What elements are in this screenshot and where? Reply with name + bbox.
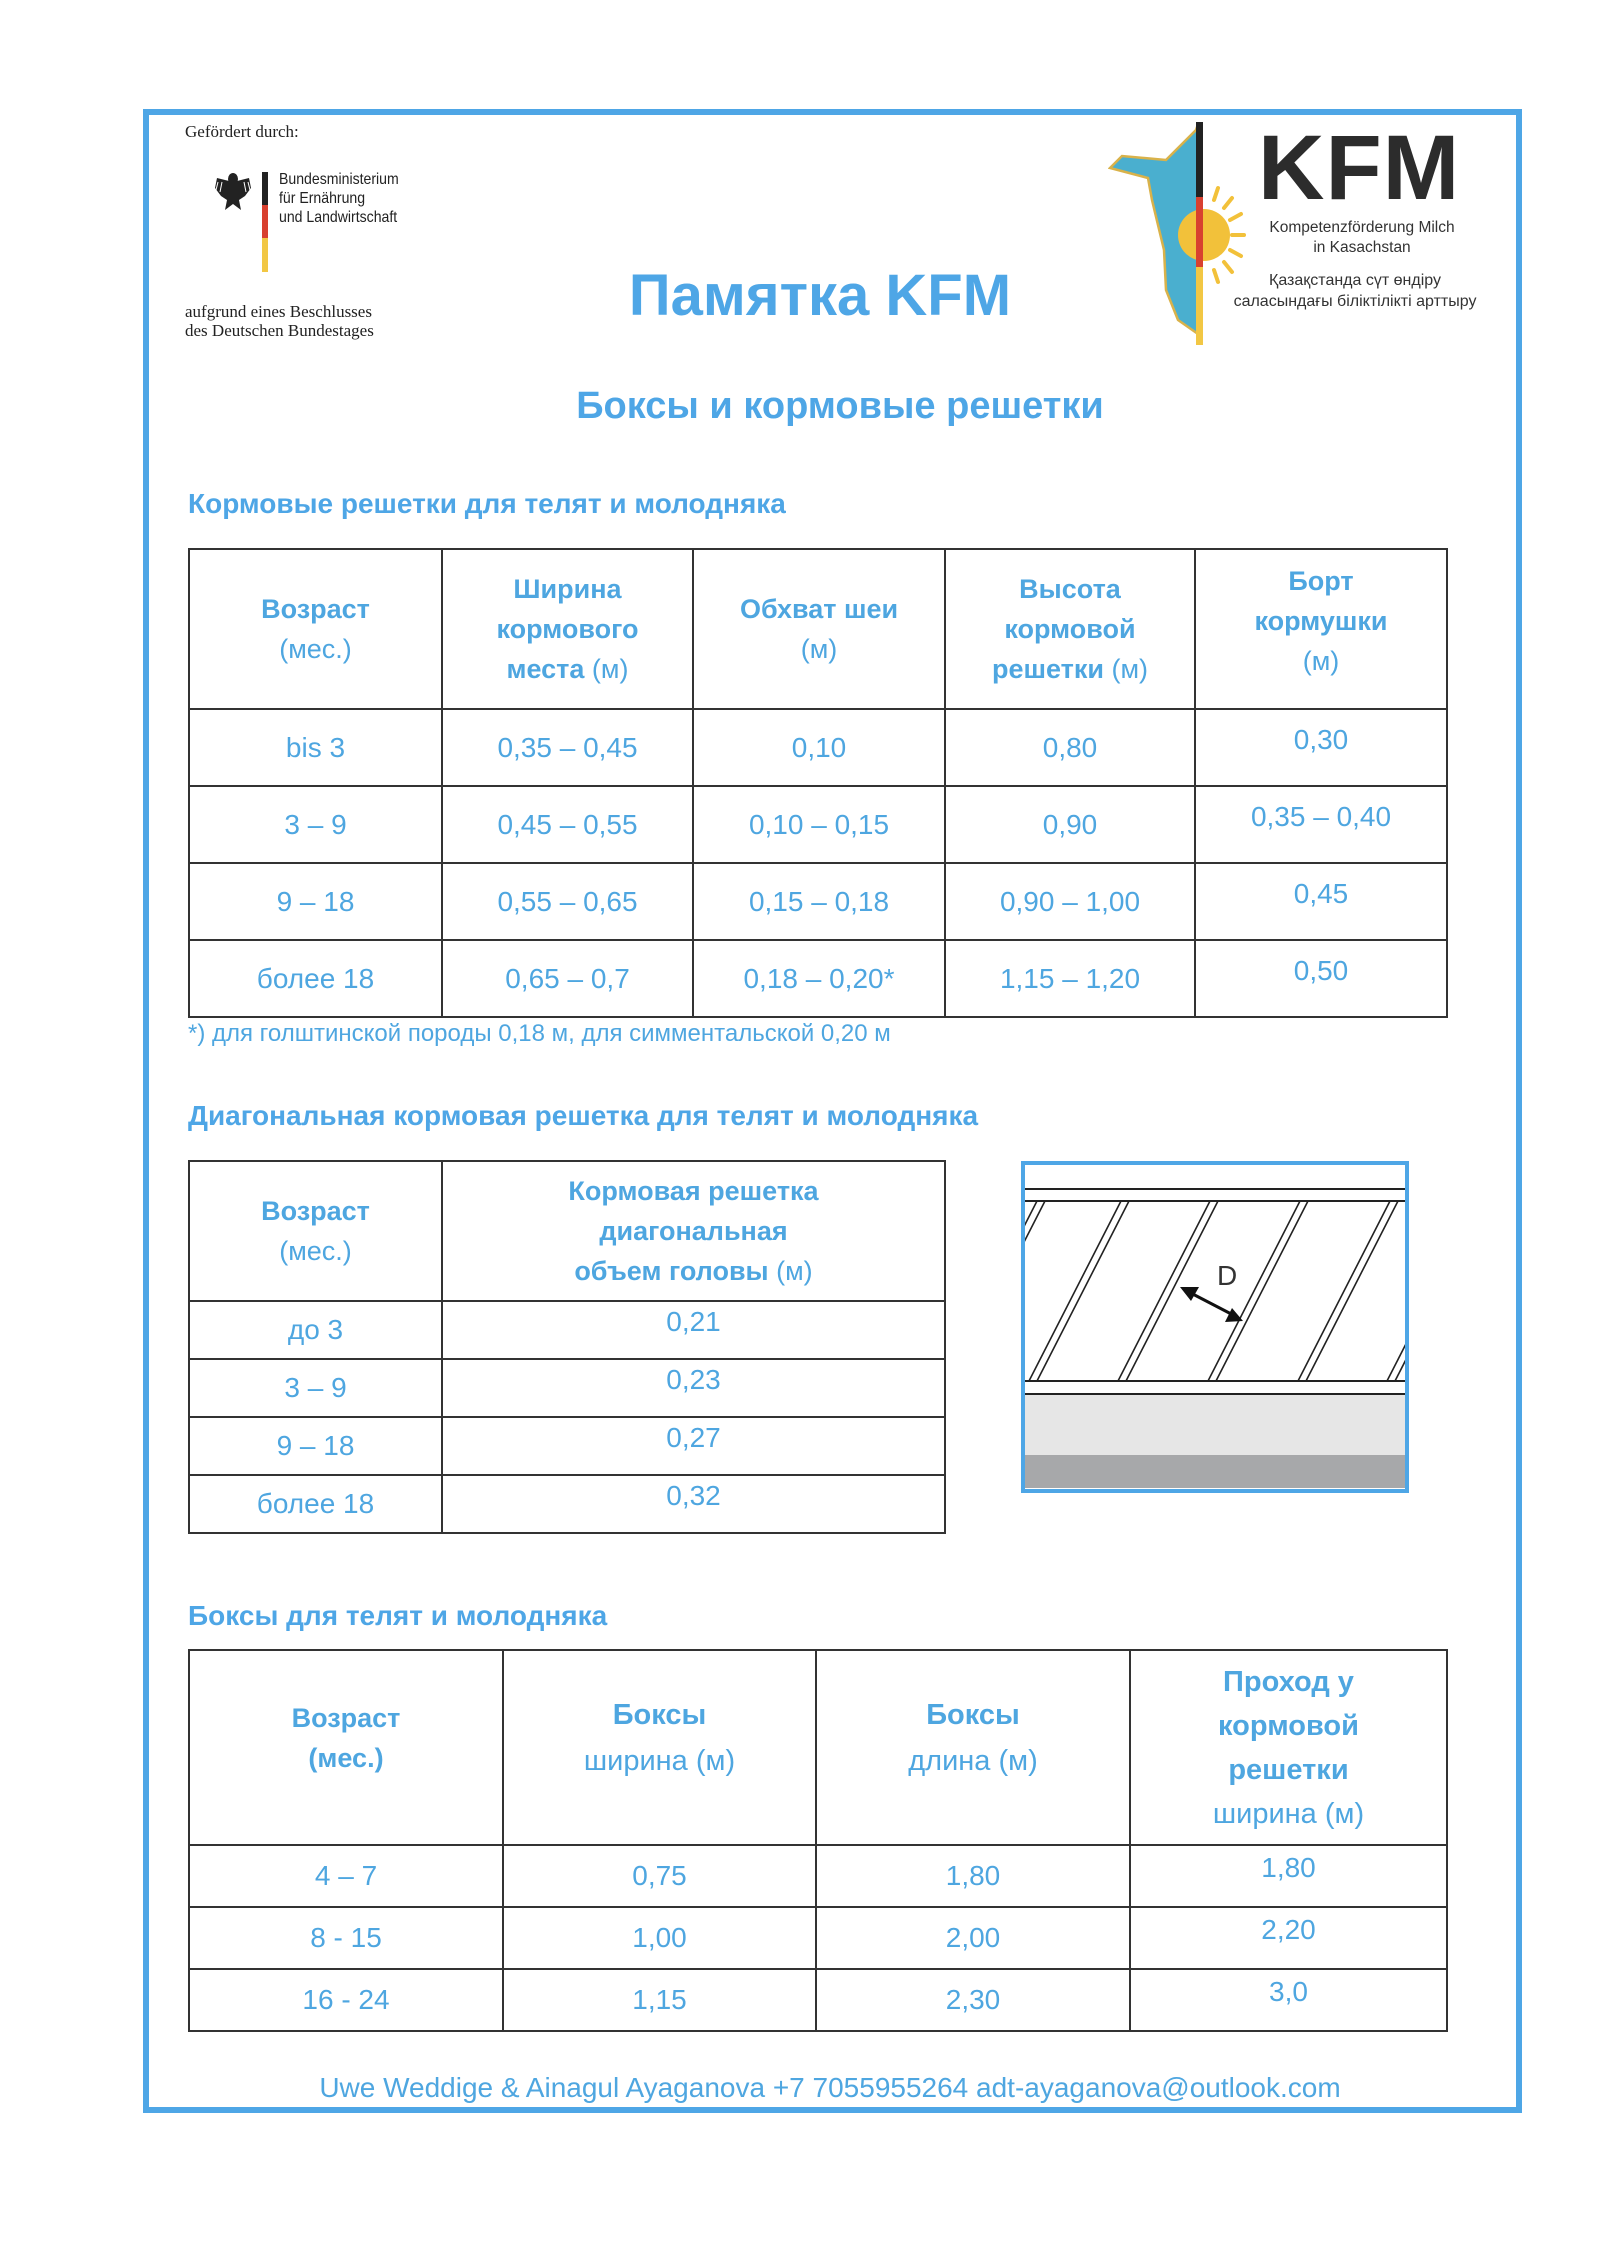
footnote: *) для голштинской породы 0,18 м, для симментальской 0,20 м xyxy=(188,1020,891,1047)
table-header-row xyxy=(189,1650,1447,1845)
ministry-name: Bundesministerium für Ernährung und Landwirtschaft xyxy=(279,171,399,226)
table-row: 3 – 9 0,23 xyxy=(189,1359,945,1417)
bundestag-resolution-text: aufgrund eines Beschlusses des Deutschen Bundestages xyxy=(185,302,374,340)
table-row: 9 – 18 0,27 xyxy=(189,1417,945,1475)
feed-grid-table xyxy=(188,548,1448,1018)
diagram-label-d: D xyxy=(1217,1260,1238,1291)
section-heading-boxes: Боксы для телят и молодняка xyxy=(188,1600,608,1631)
table-row: более 18 0,32 xyxy=(189,1475,945,1533)
kfm-subtitle-kz: Қазақстанда сүт өндіру саласындағы біліктілікті арттыру xyxy=(1233,272,1477,310)
column-header: Возраст (мес.) xyxy=(189,1650,503,1845)
funded-by-label: Gefördert durch: xyxy=(185,122,299,141)
boxes-table xyxy=(188,1649,1448,2032)
federal-eagle-icon xyxy=(213,170,253,212)
column-header: Ширина кормового места (м) xyxy=(442,549,693,709)
column-header: Возраст (мес.) xyxy=(189,1161,442,1301)
table-header-row xyxy=(189,549,1447,709)
column-header: Возраст (мес.) xyxy=(189,549,442,709)
table-row: bis 3 0,35 – 0,45 0,10 0,80 0,30 xyxy=(189,709,1447,786)
column-header: Кормовая решетка диагональная объем головы (м) xyxy=(442,1161,945,1301)
table-header-row xyxy=(189,1161,945,1301)
diagonal-feed-grid-diagram xyxy=(1021,1161,1409,1493)
section-heading-diagonal-grid: Диагональная кормовая решетка для телят и молодняка xyxy=(188,1100,979,1131)
contact-footer: Uwe Weddige & Ainagul Ayaganova +7 7055955264 adt-ayaganova@outlook.com xyxy=(319,2072,1341,2103)
column-header: Борт кормушки (м) xyxy=(1195,549,1447,709)
column-header: Боксы ширина (м) xyxy=(503,1650,816,1845)
page-title: Памятка KFM xyxy=(628,263,1012,328)
table-row: 3 – 9 0,45 – 0,55 0,10 – 0,15 0,90 0,35 – 0,40 xyxy=(189,786,1447,863)
table-row: 16 - 24 1,15 2,30 3,0 xyxy=(189,1969,1447,2031)
diagonal-grid-table xyxy=(188,1160,946,1534)
column-header: Боксы длина (м) xyxy=(816,1650,1130,1845)
kfm-acronym: KFM xyxy=(1258,117,1461,219)
column-header: Обхват шеи (м) xyxy=(693,549,945,709)
diagonal-bars-illustration-icon xyxy=(1025,1165,1405,1489)
kfm-subtitle-de: Kompetenzförderung Milch in Kasachstan xyxy=(1269,219,1455,256)
table-row: до 3 0,21 xyxy=(189,1301,945,1359)
section-heading-feed-grids: Кормовые решетки для телят и молодняка xyxy=(188,488,786,519)
table-row: 9 – 18 0,55 – 0,65 0,15 – 0,18 0,90 – 1,00 0,45 xyxy=(189,863,1447,940)
page-subtitle: Боксы и кормовые решетки xyxy=(576,385,1104,427)
table-row: более 18 0,65 – 0,7 0,18 – 0,20* 1,15 – 1,20 0,50 xyxy=(189,940,1447,1017)
column-header: Высота кормовой решетки (м) xyxy=(945,549,1195,709)
table-row: 8 - 15 1,00 2,00 2,20 xyxy=(189,1907,1447,1969)
column-header: Проход у кормовой решетки ширина (м) xyxy=(1130,1650,1447,1845)
german-flag-bar xyxy=(262,172,268,272)
table-row: 4 – 7 0,75 1,80 1,80 xyxy=(189,1845,1447,1907)
